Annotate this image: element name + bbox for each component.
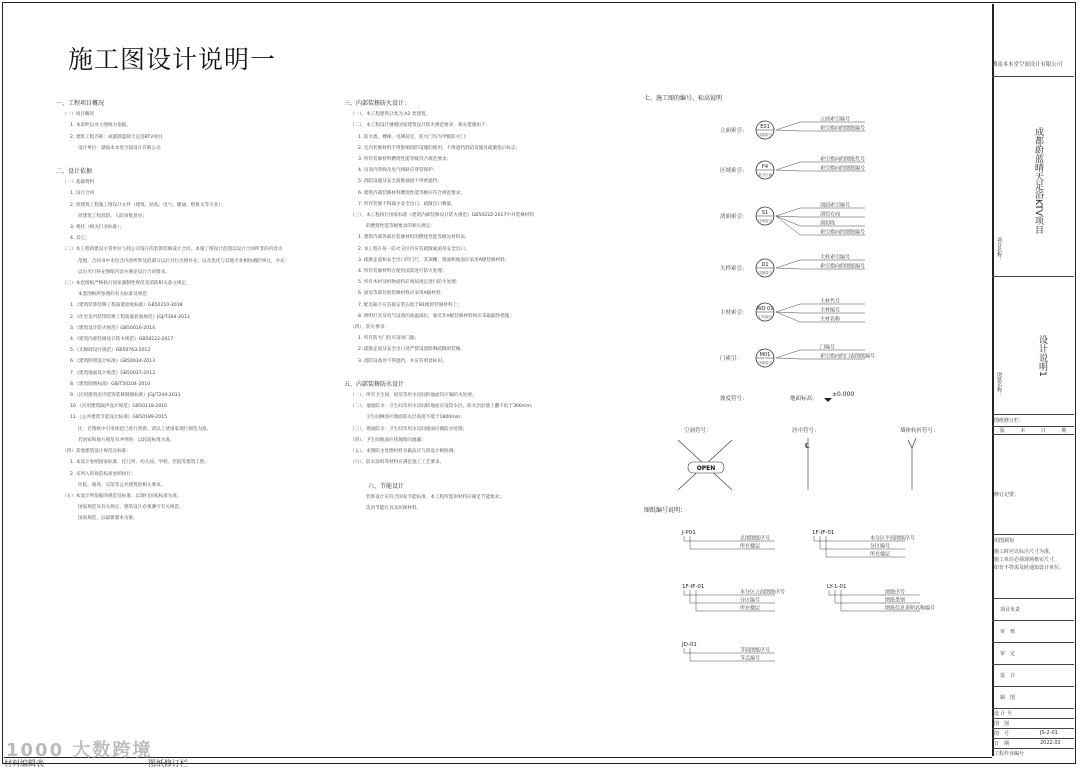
text-line: （四）其他建筑设计规范及标准： (62, 449, 131, 455)
rev-col: 日 (1040, 428, 1046, 434)
role-row (992, 664, 1074, 686)
misc-label: 墙体转折符号： (900, 428, 939, 434)
field-row (992, 748, 1074, 758)
symbol-code: E01 (760, 124, 770, 130)
section5-heading: 五、内部装修防水设计 (344, 380, 405, 388)
section5-lines (344, 390, 614, 468)
number-note: 节点编号 (740, 655, 761, 662)
project-cell (992, 76, 1074, 276)
text-line: 2. 本工程在每一防火分区内应有疏散通道及安全出口。 (358, 246, 470, 252)
text-line: 5.《无障碍设计规范》GB50763-2012 (70, 348, 151, 354)
symbol-label: 门索引： (720, 356, 743, 362)
symbol-label: 大样索引： (720, 266, 748, 272)
misc-label: 居中符号： (792, 428, 820, 434)
page-title: 施工图设计说明一 (68, 45, 277, 74)
number-note: 所在楼层 (740, 605, 761, 612)
number-note: 所在楼层 (870, 551, 891, 558)
text-line: （五）本设计所依据的规范及标准，以现行国家标准为准。 (62, 493, 182, 499)
text-line: 3. 疏散走道和安全出口的门厅，其顶棚、墙面和地面应采用A级装修材料； (358, 257, 510, 263)
symbol-code: S1 (761, 210, 769, 216)
symbol-note: 门编号 (820, 344, 836, 351)
field-row (992, 738, 1074, 748)
section6-lines (344, 492, 614, 514)
text-line: 5. 所有木材及织物面料必须按规定进行防火处理； (358, 280, 461, 286)
text-line: 1. 建筑内部各部位装修材料的燃烧性能等级见材料表。 (358, 235, 470, 241)
sign-label: 修订记要： (994, 492, 1020, 498)
text-line: 3. 委托（相关行业标准）； (70, 225, 125, 231)
number-note: 分区编号 (740, 597, 761, 604)
leader-line (776, 268, 800, 269)
text-line: 1. 本说明以业主图纸为依据。 (70, 123, 131, 129)
leader-line (776, 260, 800, 268)
column-left (56, 92, 326, 525)
rev-col: 期 (1061, 428, 1067, 434)
wall-turn-icon (908, 438, 916, 448)
leader-line (776, 216, 800, 226)
text-line: （三）、墙面防水：卫生间等用水房间墙面应做防水处理； (350, 426, 468, 432)
text-line: 国家规范及有关规定，建筑设计必须遵守有关规范。 (78, 505, 184, 511)
elev-value: ±0.000 (832, 391, 855, 398)
rev-col: 本 (1020, 428, 1026, 434)
text-line: 选用节能灯具及环保材料。 (366, 505, 422, 511)
leader-line (776, 162, 800, 170)
text-line: （四）、卫生间地面应找坡坡向地漏； (350, 437, 426, 443)
symbol-code: F4 (761, 164, 769, 170)
text-line: 8. 照明灯具及电气设备的高温部位，靠近非A级装修材料时应采取隔热措施； (358, 313, 514, 319)
text-line: 2. 建筑工程名称：成都蔚蓝晴天足浴KTV项目 (70, 134, 163, 140)
text-line: 1. 所有防火门均应设闭门器； (358, 336, 419, 342)
leader-line (776, 312, 800, 322)
text-line: （一）、所有卫生间、厨房等用水房间的地面均应做防水处理； (350, 393, 477, 399)
text-line: 7. 所有装修不得减少安全出口、疏散出口数量。 (358, 201, 456, 207)
text-line: 卫生间淋浴区墙面防水层高度不低于1800mm； (366, 415, 465, 421)
symbol-sub: 主材编号 (758, 315, 772, 319)
role-row (992, 686, 1074, 708)
role-row (992, 620, 1074, 642)
number-code: 1F-IF-01 (682, 584, 705, 590)
main-drawing-area (4, 4, 994, 756)
symbol-note: 主材名称 (820, 316, 841, 323)
text-line: 7.《建筑地面设计规范》GB50037-2013 (70, 370, 155, 376)
text-line: （一）、本工程建筑分类为 A2 类建筑。 (350, 112, 431, 118)
watermark: 1000 大数跨境 (6, 740, 153, 761)
section1-lines (56, 109, 326, 154)
notice-line: 施工时应以标注尺寸为准， (994, 549, 1055, 555)
leader-line (776, 304, 800, 312)
number-note: 本分区立面图纸序号 (740, 589, 786, 596)
field-value: JS-2-01 (1040, 730, 1058, 736)
rev-col: 版 (999, 428, 1005, 434)
notice-label: 用图须知 (994, 538, 1015, 544)
text-line: 若国家和地方规范有冲突时，以较高标准为准。 (78, 437, 175, 443)
field-row (992, 708, 1074, 718)
section2-lines (56, 177, 326, 524)
numbering-heading: 图纸编号说明： (644, 507, 687, 514)
text-line: 1.《建筑装饰装修工程质量验收标准》GB50210-2018 (70, 303, 183, 309)
number-note: 图纸类别 (885, 597, 906, 604)
text-line: 4. 其它； (70, 236, 90, 242)
symbol-sub: 详图索引 (758, 133, 772, 137)
symbol-note: 索引指向的图纸编号 (820, 263, 866, 270)
text-line: 5. 消防设施及安全疏散通道不得被遮挡； (358, 179, 442, 185)
text-line: （五）、本图防水处理材料及做法应与原设计相协调； (350, 449, 458, 455)
section3-lines (344, 109, 614, 367)
symbol-note: 索引指向的图纸编号 (820, 165, 866, 172)
material-table-label: 材料编辑表 (4, 759, 44, 768)
text-line: 1. 防火墙、楼梯、电梯前室，防火门均为甲级防火门； (358, 134, 470, 140)
leader-line (776, 350, 800, 358)
text-line: 2.《住宅室内装饰装修工程质量验收规范》JGJ/T304-2013 (70, 314, 190, 320)
company-name: 湖南本本堂空间设计有限公司 (992, 62, 1063, 68)
symbol-sub: 详图索引 (758, 271, 772, 275)
symbols-legend (640, 90, 990, 690)
symbol-sub: 索引区域 (758, 173, 772, 177)
text-line: 2. 室内装修材料不得影响消防设施的使用，不得遮挡消防设施及疏散指示标志； (358, 145, 521, 151)
symbol-code: WD 01 (756, 306, 774, 312)
symbol-sub: 详图索引 (758, 361, 772, 365)
text-line: 1. 设计合同 (70, 191, 95, 197)
number-code: J-P01 (682, 530, 696, 536)
text-line: （三）、本工程执行国家标准《建筑内部装修设计防火规范》GB50222-2017中对装修材料 (350, 213, 534, 219)
text-line: 的燃烧性能等级要求的相关规定： (366, 224, 435, 230)
symbol-label: 立面索引： (720, 128, 748, 134)
field-key: 图 号 (994, 731, 1010, 737)
text-line: 范围，合同书中未包含内容所涉及的部分以后另行出图补充；以及优化与其他专业相协调的事宜，并充 (78, 258, 285, 264)
field-row (992, 728, 1074, 738)
symbol-note: 剖切方向 (820, 211, 841, 218)
number-code: JD-01 (682, 642, 697, 648)
text-line: 6. 建筑内部装修材料燃烧性能等级应符合规范要求； (358, 190, 465, 196)
center-symbol-icon: ℄ (805, 442, 810, 450)
number-code: LY-1-01 (827, 584, 847, 590)
text-line: （一）项目概况 (62, 112, 95, 118)
text-line: （二）、地面防水：卫生间等用水房间的地面应设防水层，防水层沿墙上翻不低于300mm； (350, 404, 536, 410)
text-line: 11.《公共建筑节能设计标准》GB50189-2015 (70, 415, 168, 421)
text-line: 7. 配电箱不应直接安装在低于B1级的装修材料上； (358, 302, 462, 308)
drawing-label: 图纸名称： (996, 372, 1002, 397)
role-label: 项目负责 (1000, 607, 1021, 613)
role-label: 审 定 (1000, 651, 1016, 657)
floor-elev-label: 地面标高： (790, 396, 818, 402)
leader-line (776, 216, 800, 217)
text-line: 3. 消防设备处不得遮挡，并应有明显标识。 (358, 358, 447, 364)
text-line: 原建筑工程消防、人防审批意见； (78, 213, 147, 219)
drawing-name: 设计说明1 (1037, 335, 1047, 377)
field-key: 日 期 (994, 741, 1010, 747)
text-line: （六）、防水涂料等材料应满足施工工艺要求。 (350, 460, 445, 466)
role-row (992, 642, 1074, 664)
slope-label: 坡度符号： (720, 396, 748, 402)
symbol-note: 立面索引编号 (820, 116, 851, 123)
text-line: 装饰设计应符合国家节能标准，本工程所选用材料应满足节能要求； (366, 494, 504, 500)
symbol-note: 剖切线 (820, 220, 836, 227)
text-line: 2. 疏散走道及安全出口处严禁设置影响疏散的装修。 (358, 347, 465, 353)
symbol-note: 索引指向的图纸编号 (820, 125, 866, 132)
notice-line: 施工单位必须现场核实尺寸， (994, 557, 1060, 563)
section2-heading: 二、设计依据 (56, 168, 93, 176)
symbol-note: 索引指向的图纸编号 (820, 229, 866, 236)
role-label: 制 图 (1000, 695, 1016, 701)
text-line: 2. 未列入的规范标准参照执行； (70, 471, 136, 477)
revision-bar-label: 图纸修订栏 (148, 759, 188, 768)
text-line: 3.《建筑设计防火规范》GB50016-2014 (70, 325, 155, 331)
leader-line (776, 358, 800, 359)
number-code: 1F-IF-01 (812, 530, 835, 536)
text-line: （四）、防火要求： (350, 325, 390, 331)
project-label: 项目名称： (996, 237, 1002, 262)
text-line: 医院、商场、宾馆等公共建筑的相关要求。 (78, 482, 166, 488)
text-line: 1. 本设计参照国家标准：托儿所、幼儿园、学校、医院等建筑工程； (70, 460, 210, 466)
leader-line (776, 170, 800, 171)
symbol-note: 主材代号 (820, 298, 841, 305)
revision-columns (992, 426, 1074, 435)
text-line: 9.《民用建筑室内装饰装修制图标准》JGJ/T244-2011 (70, 393, 181, 399)
symbol-note: 索引指向的门表图纸编号 (820, 353, 876, 360)
number-note: 本分区平面图纸序号 (870, 535, 916, 542)
text-line: 本套图纸所参照的有关标准及规范： (78, 292, 152, 298)
text-line: 4. 吊顶内管线及电气线路应穿管保护； (358, 168, 438, 174)
text-line: （一）基础资料 (62, 180, 95, 186)
symbol-sub: 详图索引 (758, 219, 772, 223)
text-line: 4.《建筑内部装修设计防火规范》GB50222-2017 (70, 337, 174, 343)
role-row (992, 598, 1074, 620)
notice-line: 如有不符需及时通知设计单位。 (994, 565, 1065, 571)
symbol-note: 主材编号 (820, 307, 841, 314)
elevation-triangle-icon (824, 398, 832, 402)
text-line: 8.《建筑制图标准》GB/T50104-2010 (70, 381, 151, 387)
field-key: 设 计 号 (994, 711, 1013, 717)
role-label: 审 核 (1000, 629, 1016, 635)
text-line: 6.《建筑照明设计标准》GB50034-2013 (70, 359, 155, 365)
notice-lines (992, 546, 1074, 574)
text-line: （二）本工程的建设主管单位与我公司签订的装饰装修设计合同，本施工图设计范围以设计合同所非的内容为 (62, 247, 283, 253)
symbol-label: 区域索引： (720, 168, 748, 174)
leader-line (776, 216, 800, 235)
symbol-label: 主材索引： (720, 310, 748, 316)
text-line: 注：若图纸中引用规范已进行更新，请以上述国家现行规范为准。 (78, 426, 212, 432)
text-line: 2. 原建筑工程施工图设计文件（建筑、结构、电气、暖通、给排水等专业）； (70, 202, 226, 208)
field-value: 2022.02 (1040, 740, 1061, 746)
revision-cell (992, 414, 1074, 498)
title-block (992, 4, 1074, 760)
text-line: 4. 所有装修材料在使用前需进行防火处理； (358, 269, 447, 275)
number-note: 分区编号 (870, 543, 891, 550)
leader-line (776, 122, 800, 130)
text-line: 6. 厨房等部位的装修材料应采用A级材料； (358, 291, 446, 297)
text-line: 10.《民用建筑隔声设计规范》GB50118-2010 (70, 404, 168, 410)
section3-heading: 三、内部装修防火设计： (344, 100, 411, 107)
symbol-note: 索引指向的图纸代号 (820, 156, 866, 163)
section1-heading: 一、工程项目概况 (56, 100, 105, 107)
column-middle (344, 92, 614, 514)
text-line: （三）本套图纸严格执行国家强制性规范及消防相关条文规定。 (62, 281, 191, 287)
text-line: 3. 所有装修材料燃烧性能等级符合规范要求； (358, 157, 452, 163)
drawing-name-cell (992, 276, 1074, 414)
section6-heading: 六、节能设计 (368, 482, 405, 490)
number-note: 图纸序号 (885, 589, 906, 596)
symbol-note: 剖面索引编号 (820, 202, 851, 209)
number-note: 所在楼层 (740, 543, 761, 550)
field-key: 图 别 (994, 721, 1010, 727)
field-key: 工程作业编号 (994, 751, 1025, 757)
number-note: 节面图纸序号 (740, 647, 771, 654)
symbol-code: D1 (761, 262, 769, 268)
field-row (992, 718, 1074, 728)
text-line: 以后另行补充图纸内容并满足设计合同要求。 (78, 269, 170, 275)
symbol-note: 大样索引编号 (820, 254, 851, 261)
number-note: 图纸信息说明名称编号 (885, 605, 936, 612)
open-text: OPEN (696, 465, 716, 472)
revision-label: 图纸修订栏： (994, 418, 1025, 424)
number-note: 总图图纸序号 (740, 535, 771, 542)
leader-line (776, 130, 800, 131)
misc-label: 空洞符号： (684, 428, 712, 434)
section7-heading: 七、施工图的编号、标高说明 (644, 95, 723, 102)
leader-line (776, 208, 800, 216)
leader-line (776, 312, 800, 313)
text-line: 国家规范，以最新版本为准。 (78, 516, 138, 522)
project-name: 成都蔚蓝晴天足浴KTV项目 (1033, 127, 1043, 234)
symbol-code: M01 (759, 352, 771, 358)
symbol-label: 剖面索引： (720, 214, 748, 220)
text-line: 设计单位：湖南本本堂空间设计有限公司 (78, 145, 161, 151)
role-label: 设 计 (1000, 673, 1016, 679)
text-line: （二）、本工程设计遵循国家建筑设计防火规范要求，相关措施如下： (350, 123, 491, 129)
notice-cell (992, 534, 1074, 592)
